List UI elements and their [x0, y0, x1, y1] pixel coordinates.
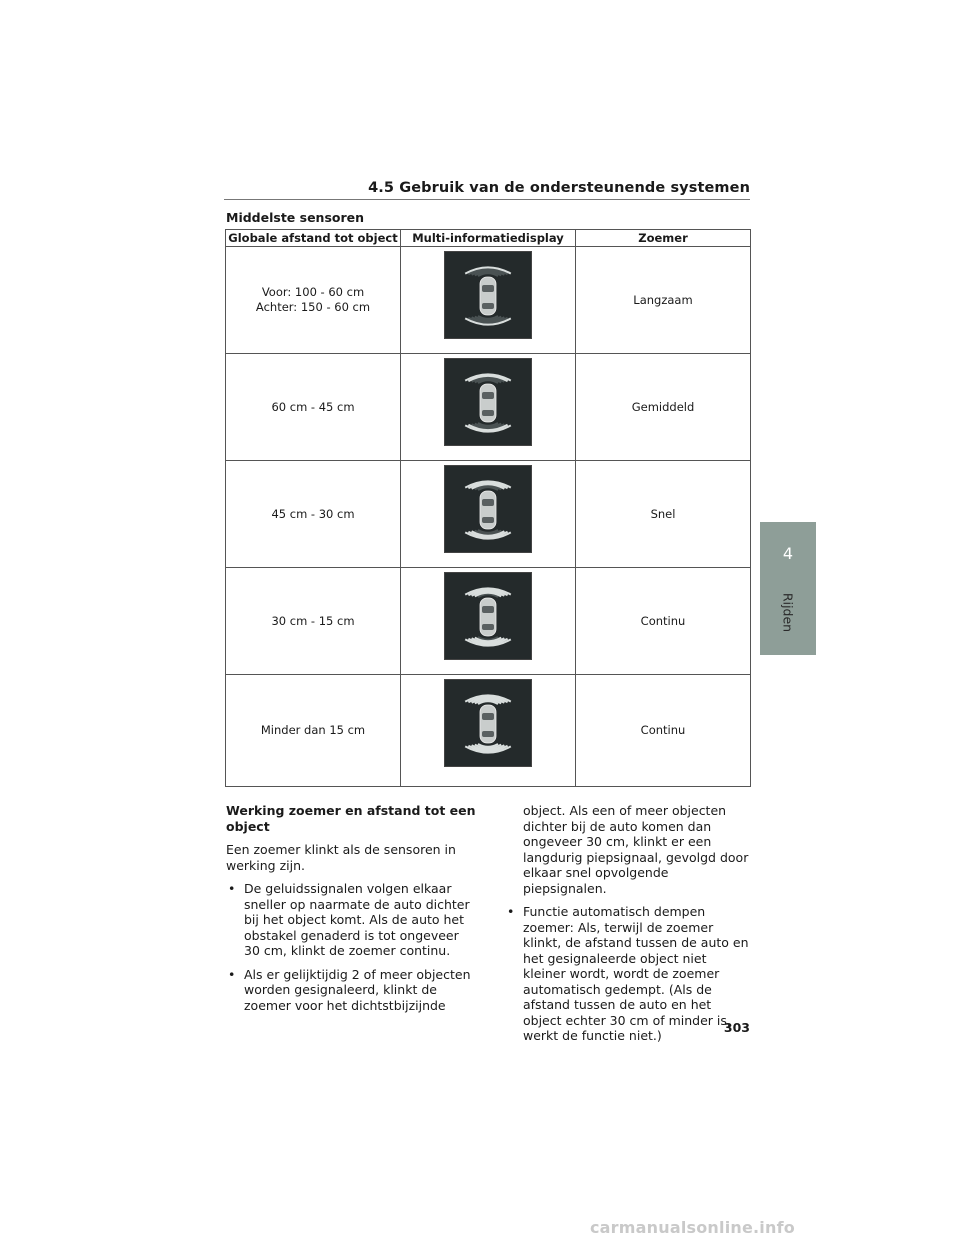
car-rear-window: [482, 624, 494, 630]
intro-paragraph: Een zoemer klinkt als de sensoren in werking zijn.: [226, 842, 456, 873]
bullet-icon: •: [228, 881, 236, 896]
buzzer-cell: Snel: [576, 461, 751, 568]
table-row: [226, 568, 751, 675]
parking-sensor-display-image: [444, 358, 532, 446]
distance-text: Voor: 100 - 60 cm: [261, 285, 365, 299]
car-windshield: [482, 499, 494, 506]
chapter-label-tab: [760, 585, 816, 655]
watermark: carmanualsonline.info: [590, 1218, 795, 1237]
parking-sensor-display-image: [444, 572, 532, 660]
buzzer-cell: Gemiddeld: [576, 354, 751, 461]
car-body: [480, 491, 496, 529]
car-body: [480, 277, 496, 315]
car-windshield: [482, 285, 494, 292]
car-body: [480, 598, 496, 636]
display-cell: [401, 247, 576, 354]
page-number: 303: [723, 1020, 750, 1035]
header-rule: [224, 199, 750, 200]
chapter-number-tab: 4: [760, 522, 816, 585]
list-item-text: De geluidssignalen volgen elkaar sneller op naarmate de auto dichter bij het object komt. Als de auto het obstakel genaderd is tot ongeveer 30 cm, klinkt de zoemer continu.: [244, 881, 470, 958]
distance-cell: [226, 247, 401, 354]
distance-cell: [226, 354, 401, 461]
distance-cell: [226, 568, 401, 675]
car-windshield: [482, 606, 494, 613]
table-row: [226, 675, 751, 787]
car-rear-window: [482, 517, 494, 523]
header-distance: Globale afstand tot object: [226, 230, 401, 247]
text-column-right: [505, 803, 750, 1052]
display-cell: [401, 568, 576, 675]
car-rear-window: [482, 731, 494, 737]
display-cell: [401, 675, 576, 787]
text-column-left: [226, 803, 476, 1021]
list-item-text: Als er gelijktijdig 2 of meer objecten worden gesignaleerd, klinkt de zoemer voor het dichtstbijzijnde: [244, 966, 471, 1013]
distance-text: Achter: 150 - 60 cm: [255, 300, 371, 314]
chapter-label: Rijden: [780, 592, 796, 633]
car-rear-window: [482, 410, 494, 416]
table-row: [226, 354, 751, 461]
table-header-row: [226, 230, 751, 247]
car-body: [480, 384, 496, 422]
distance-text: 45 cm - 30 cm: [271, 506, 355, 521]
page-header: 4.5 Gebruik van de ondersteunende systemen: [368, 180, 750, 196]
parking-sensor-display-image: [444, 465, 532, 553]
parking-sensor-display-image: [444, 679, 532, 767]
distance-text: 30 cm - 15 cm: [271, 613, 355, 628]
bullet-icon: •: [228, 966, 236, 982]
car-rear-window: [482, 303, 494, 309]
table-row: [226, 247, 751, 354]
buzzer-cell: Continu: [576, 675, 751, 787]
display-cell: [401, 354, 576, 461]
continued-paragraph: object. Als een of meer objecten dichter bij de auto komen dan ongeveer 30 cm, klinkt er een langdurig piepsignaal, gevolgd door elkaar snel opvolgende piepsignalen.: [523, 803, 749, 896]
distance-text: 60 cm - 45 cm: [271, 399, 355, 414]
distance-cell: [226, 461, 401, 568]
table-row: [226, 461, 751, 568]
distance-text: Minder dan 15 cm: [260, 723, 366, 737]
list-item: [226, 881, 476, 959]
sensor-table: [225, 229, 751, 787]
header-buzzer: Zoemer: [576, 230, 751, 247]
car-body: [480, 705, 496, 743]
header-display: Multi-informatiedisplay: [401, 230, 576, 247]
car-windshield: [482, 713, 494, 720]
buzzer-cell: Continu: [576, 568, 751, 675]
section-title: Middelste sensoren: [226, 210, 365, 225]
bullet-icon: •: [507, 904, 515, 919]
buzzer-cell: Langzaam: [576, 247, 751, 354]
parking-sensor-display-image: [444, 251, 532, 339]
list-item-text: Functie automatisch dempen zoemer: Als, terwijl de zoemer klinkt, de afstand tussen de auto en het gesignaleerde object niet kleiner wordt, wordt de zoemer automatisch gedempt. (Als de afstand tussen de auto en het object echter 30 cm of minder is, werkt de functie niet.): [523, 904, 749, 1043]
list-item: [226, 967, 476, 1014]
distance-cell: [226, 675, 401, 787]
car-windshield: [482, 392, 494, 399]
subsection-title: Werking zoemer en afstand tot een object: [226, 803, 476, 834]
display-cell: [401, 461, 576, 568]
